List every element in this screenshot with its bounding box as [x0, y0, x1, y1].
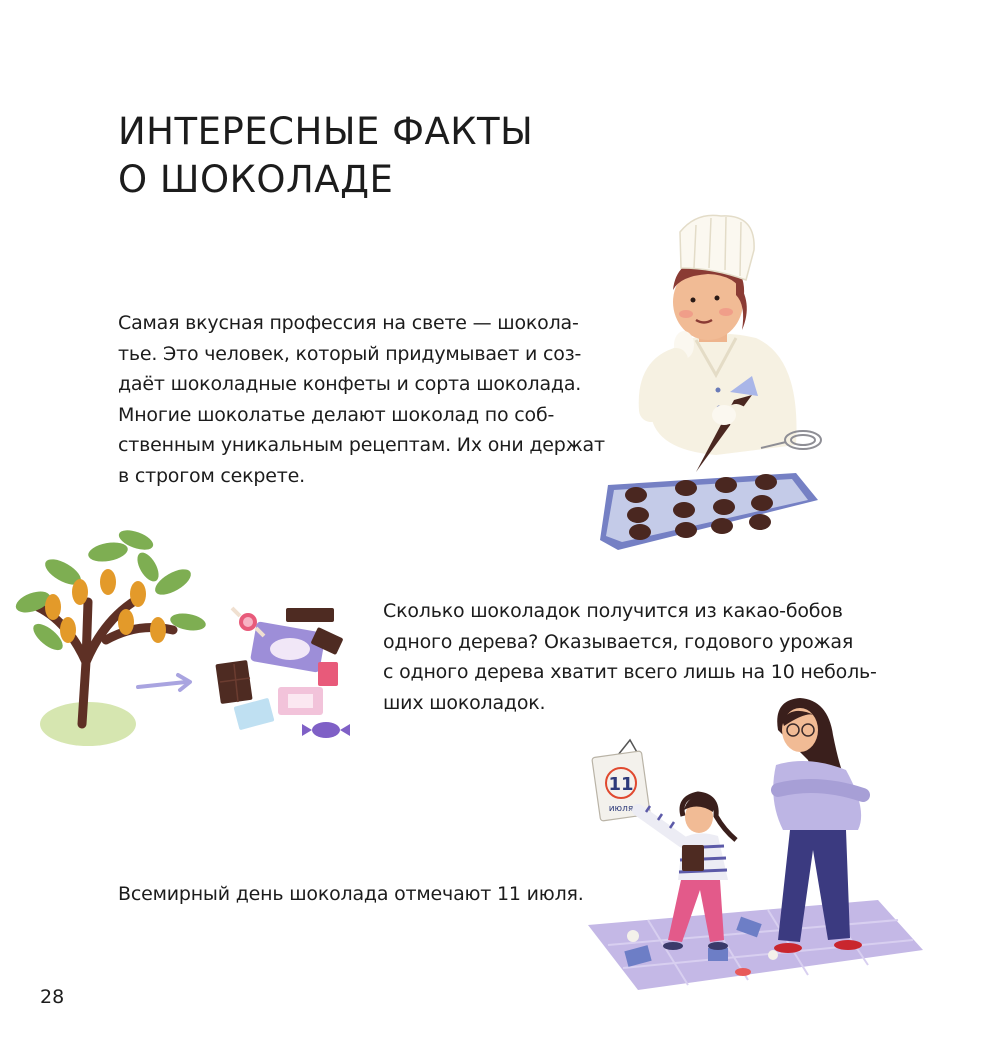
- fact-line: даёт шоколадные конфеты и сорта шоколада.: [118, 373, 582, 395]
- page-title: [118, 108, 533, 204]
- fact-chocolate-day: [118, 879, 584, 910]
- fact-line: Всемирный день шоколада отмечают 11 июля.: [118, 883, 584, 905]
- chocolatier-illustration: [596, 210, 836, 555]
- fact-line: Самая вкусная профессия на свете — шокола-: [118, 312, 579, 334]
- page-number: 28: [40, 986, 65, 1008]
- fact-line: в строгом секрете.: [118, 464, 305, 487]
- fact-line: ших шоколадок.: [383, 691, 546, 714]
- fact-line: с одного дерева хватит всего лишь на 10 неболь-: [383, 661, 877, 683]
- cocoa-tree-illustration: [8, 512, 358, 752]
- fact-line: ственным уникальным рецептам. Их они держат: [118, 434, 605, 456]
- fact-line: Многие шоколатье делают шоколад по соб-: [118, 403, 555, 426]
- chocolate-day-illustration: [578, 690, 928, 990]
- calendar-month: июля: [608, 804, 634, 814]
- title-line-1: ИНТЕРЕСНЫЕ ФАКТЫ: [118, 110, 534, 153]
- fact-line: одного дерева? Оказывается, годового урожая: [383, 630, 854, 653]
- fact-chocolatier: [118, 308, 605, 491]
- title-line-2: О ШОКОЛАДЕ: [118, 158, 394, 201]
- fact-line: тье. Это человек, который придумывает и соз-: [118, 342, 582, 365]
- fact-line: Сколько шоколадок получится из какао-бобов: [383, 600, 843, 622]
- calendar-day: 11: [608, 774, 634, 795]
